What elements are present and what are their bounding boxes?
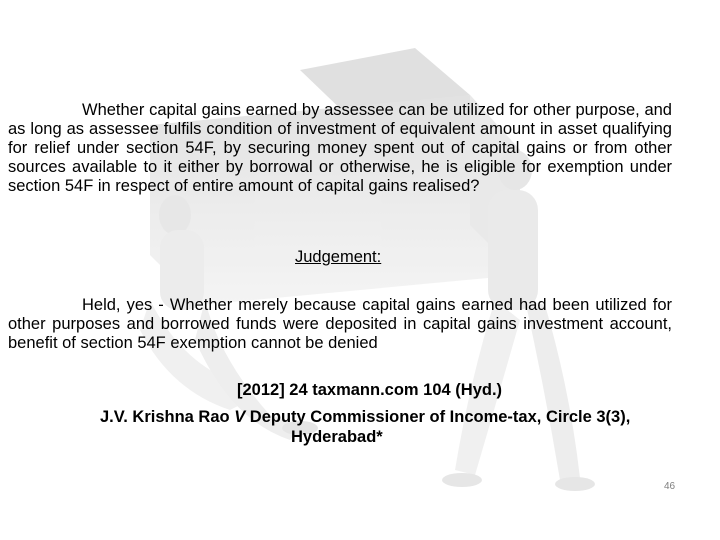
citation: [2012] 24 taxmann.com 104 (Hyd.) [237, 381, 503, 399]
case-versus: V [234, 408, 246, 426]
case-name [100, 407, 680, 447]
slide-number: 46 [664, 481, 676, 492]
case-party-2: Deputy Commissioner of Income-tax, Circle 3(3), [245, 408, 631, 426]
judgement-heading: Judgement: [295, 248, 382, 266]
case-party-1: J.V. Krishna Rao [100, 408, 235, 426]
held-paragraph: Held, yes - Whether merely because capital gains earned had been utilized for other purposes and borrowed funds were deposited in capital gains investment account, benefit of section 54F exemption cannot be denied [8, 296, 672, 352]
question-paragraph: Whether capital gains earned by assessee can be utilized for other purpose, and as long as assessee fulfils condition of investment of equivalent amount in asset qualifying for relief under section 54F, by securing money spent out of capital gains or from other sources available to it either by borrowal or otherwise, he is eligible for exemption under section 54F in respect of entire amount of capital gains realised? [8, 101, 672, 195]
case-place: Hyderabad* [291, 428, 383, 446]
